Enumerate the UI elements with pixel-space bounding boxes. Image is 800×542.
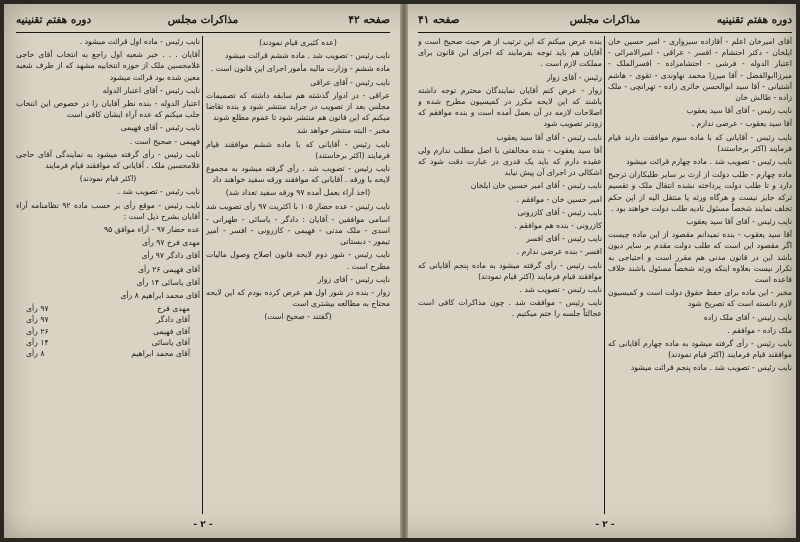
right-page-column-left — [418, 36, 602, 514]
right-page-column-right — [608, 36, 792, 514]
vote-name: آقای محمد ابراهیم — [131, 349, 190, 359]
paragraph: زوار - بنده در شور اول هم عرض کرده بودم که این لایحه محتاج به مطالعه بیشتری است — [206, 288, 390, 309]
series-label: دوره هفتم تقنينيه — [716, 14, 792, 26]
paragraph: نایب رئیس - آقای اعتبار الدوله — [102, 85, 200, 95]
paragraph: (عده کثیری قیام نمودند) — [259, 38, 337, 47]
journal-title: مذاكرات مجلس — [167, 14, 239, 26]
paragraph: آقای محمد ابراهیم ۸ رأی — [120, 291, 200, 301]
paragraph: ماده ششم - وزارت مالیه مأمور اجرای این قانون است . — [210, 64, 390, 74]
vote-count: ۸ رأی — [26, 349, 45, 359]
paragraph: اسامی موافقین - آقایان : دادگر - یاسائی - طهرانی - اسدی - ملک مدنی - فهیمی - کازرونی - افسر - امیر تیمور - دبستانی — [206, 214, 390, 247]
paragraph: آقا سید یعقوب - عرضی ندارم . — [691, 119, 792, 129]
column-divider — [202, 36, 203, 514]
paragraph: رئیس - آقای زوار — [546, 72, 602, 82]
newspaper-spread — [4, 4, 796, 538]
vote-name: آقای فهیمی — [152, 326, 190, 336]
paragraph: نایب رئیس - رأی گرفته میشود به نمایندگی آقای حاجی غلامحسین ملک . آقایانی که موافقند قیام فرمایند — [16, 149, 200, 171]
series-label: صفحه ۴۲ — [348, 14, 390, 26]
paragraph: افسر - بنده عرضی ندارم . — [516, 247, 602, 257]
paragraph: نایب رئیس - تصویب شد . — [117, 187, 200, 197]
left-page-column-right — [206, 36, 390, 514]
paragraph: نایب رئیس - آقایانی که با ماده ششم موافقند قیام فرمایند (اکثر برخاستند) — [206, 139, 390, 160]
vote-count: ۱۴ رأی — [26, 337, 49, 347]
journal-title: مذاكرات مجلس — [569, 14, 641, 26]
paragraph: (گفتند - صحیح است) — [264, 312, 332, 322]
paragraph: نایب رئیس - آقای کازرونی — [517, 207, 602, 217]
paragraph: نایب رئیس - تصویب شد . ماده پنجم قرائت میشود — [630, 363, 792, 373]
paragraph: نایب رئیس - آقای آقا سید یعقوب — [496, 132, 602, 142]
paragraph: ملک زاده - موافقم . — [727, 325, 792, 335]
paragraph: نایب رئیس - آقای آقا سید یعقوب — [686, 106, 792, 116]
vote-row — [16, 314, 200, 325]
paragraph: نایب رئیس - رأی گرفته میشود به ماده پنجم آقایانی که موافقند قیام فرمایند (اکثر قیام نمودند) — [418, 260, 602, 281]
paragraph: آقایان . . . خبر شعبه اول راجع به انتخاب آقای حاجی غلامحسین ملک از حوزه انتخابیه مشهد که از طرف شعبه معین شده بود قرائت میشود — [16, 50, 200, 82]
page-footer: - ۲ - — [193, 520, 213, 530]
paragraph: آقا سید یعقوب - بنده نمیدانم مقصود از این ماده چیست اگر مقصود این است که طلب دولت مقدم بر سایر دیون باشد این در قانون مدنی هم مقرر است و احتیاجی به تکرار نیست بعلاوه اینکه ورثه شخصاً مسئول باشند خلاف قاعده است — [608, 230, 792, 285]
paragraph: آقای یاسائی ۱۴ رأی — [136, 277, 200, 287]
paragraph: آقای امیرخان اعلم - آقازاده سبزواری - امیر حسین خان ایلخان - دکتر احتشام - افسر - عراقی - امیرالامرائی - اعتبار الدوله - فرشی - احتشامزاده - افسرالملک - میرزاابوالفضل - آقا میرزا محمد نهاوندی - تقوی - هاشم آشتیانی - آقا سید ابوالحسن حائری زاده - تهرانچی - ملک زاده - طالش خان — [608, 37, 792, 103]
vote-row — [16, 337, 200, 348]
paragraph: نایب رئیس - ماده اول قرائت میشود . — [79, 37, 200, 46]
paragraph: مهدی فرخ ۹۷ رأی — [141, 238, 200, 248]
page-number: دوره هفتم تقنينيه — [16, 14, 92, 26]
paragraph: اعتبار الدوله - بنده نظر آقایان را در خصوص این انتخاب جلب میکنم که عده آراء ایشان کافی است — [16, 99, 200, 120]
paragraph: آقای فهیمی ۲۶ رأی — [137, 264, 200, 274]
paragraph: کازرونی - بنده هم موافقم . — [514, 221, 602, 231]
paragraph: آقا سید یعقوب - بنده مخالفتی با اصل مطلب ندارم ولی عقیده دارم که باید یک قدری در عبارت دقت شود که اشکالی در اجرای آن پیش نیاید — [418, 145, 602, 178]
left-page-header — [16, 14, 390, 33]
vote-count: ۹۷ رأی — [26, 304, 49, 314]
paragraph: مخبر - البته منتشر خواهد شد — [296, 126, 390, 136]
paragraph: نایب رئیس - تصویب شد . رأی گرفته میشود به مجموع لایحه با ورقه . آقایانی که موافقند ورقه سفید خواهند داد — [206, 164, 390, 185]
paragraph: نایب رئیس - تصویب شد . ماده چهارم قرائت میشود — [626, 157, 792, 167]
vote-name: مهدی فرخ — [156, 304, 190, 314]
page-footer: - ۲ - — [595, 520, 615, 530]
book-gutter — [400, 4, 408, 538]
paragraph: (اکثر قیام نمودند) — [79, 174, 137, 184]
paragraph: آقای دادگر ۹۷ رأی — [141, 251, 200, 261]
vote-row — [16, 303, 200, 314]
paragraph: نایب رئیس - آقای ملک زاده — [703, 312, 792, 322]
paragraph: نایب رئیس - آقایانی که با ماده سوم موافقت دارند قیام فرمایند (اکثر برخاستند) — [608, 132, 792, 153]
paragraph: عده حضار ۹۷ - آراء موافق ۹۵ — [103, 225, 200, 235]
paragraph: نایب رئیس - آقای افسر — [526, 234, 602, 244]
paragraph: نایب رئیس - موقع رأی بر حسب ماده ۹۲ نظامنامه آراء آقایان بشرح ذیل است : — [16, 200, 200, 221]
paragraph: نایب رئیس - موافقت شد . چون مذاکرات کافی است عجالتاً جلسه را ختم میکنیم . — [418, 298, 602, 319]
paragraph: امیر حسین خان - موافقم . — [516, 194, 602, 204]
paragraph: ماده چهارم - طلب دولت از ارث بر سایر طلبکاران ترجیح دارد و تا طلب دولت پرداخته نشده انتقال ملک و تقسیم ترکه جایز نیست و هرگاه ورثه یا منتقل الیه از این حکم تخلف نمایند شخصاً مسئول تادیه طلب دولت خواهند بود . — [608, 170, 792, 213]
paragraph: نایب رئیس - آقای آقا سید یعقوب — [686, 217, 792, 227]
paragraph: نایب رئیس - تصویب شد . ماده ششم قرائت میشود — [224, 51, 390, 61]
paragraph: (اخذ آراء بعمل آمده ۹۷ ورقه سفید تعداد شد) — [225, 188, 371, 198]
paragraph: بنده عرض میکنم که این ترتیب از هر حیث صحیح است و آقایان هم باید توجه بفرمایند که اجرای این قانون برای مملکت لازم است . — [418, 37, 602, 69]
paragraph: نایب رئیس - آقای زوار — [317, 274, 390, 284]
paragraph: نایب رئیس - عده حضار ۱۰۵ با اکثریت ۹۷ رأی تصویب شد — [206, 201, 390, 211]
paragraph: مخبر - این ماده برای حفظ حقوق دولت است و کمیسیون لازم دانسته است که تصریح شود — [608, 288, 792, 309]
paragraph: نایب رئیس - شور دوم لایحه قانون اصلاح وصول مالیات مطرح است . — [206, 250, 390, 271]
column-divider — [604, 36, 605, 514]
paragraph: نایب رئیس - آقای امیر حسین خان ایلخان — [470, 181, 602, 191]
left-page — [10, 4, 396, 538]
vote-row — [16, 348, 200, 359]
page-number: صفحه ۴۱ — [418, 14, 460, 26]
paragraph: نایب رئیس - آقای فهیمی — [120, 123, 200, 133]
paragraph: نایب رئیس - تصویب شد . — [519, 285, 602, 295]
paragraph: زوار - عرض کنم آقایان نمایندگان محترم توجه داشته باشند که این لایحه مکرر در کمیسیون مطرح شده و اصلاحات لازمه در آن بعمل آمده است و بنده موافقم که زودتر تصویب شود — [418, 85, 602, 129]
right-page-header — [418, 14, 792, 33]
paragraph: عراقی - در ادوار گذشته هم سابقه داشته که تصمیمات مجلس بعد از تصویب در جراید منتشر شود و بنده تقاضا میکنم که این قانون هم منتشر شود تا عموم مطلع شوند — [206, 90, 390, 123]
vote-count: ۲۶ رأی — [26, 326, 49, 336]
vote-name: آقای یاسائی — [151, 337, 190, 347]
paragraph: نایب رئیس - رأی گرفته میشود به ماده چهارم آقایانی که موافقند قیام فرمایند (اکثر قیام نمودند) — [608, 339, 792, 360]
left-page-column-left — [16, 36, 200, 514]
paragraph: فهیمی - صحیح است . — [129, 136, 200, 146]
right-page — [412, 4, 798, 538]
vote-name: آقای دادگر — [156, 315, 190, 325]
paragraph: نایب رئیس - آقای عراقی — [310, 77, 390, 87]
vote-count: ۹۷ رأی — [26, 315, 49, 325]
vote-row — [16, 326, 200, 337]
